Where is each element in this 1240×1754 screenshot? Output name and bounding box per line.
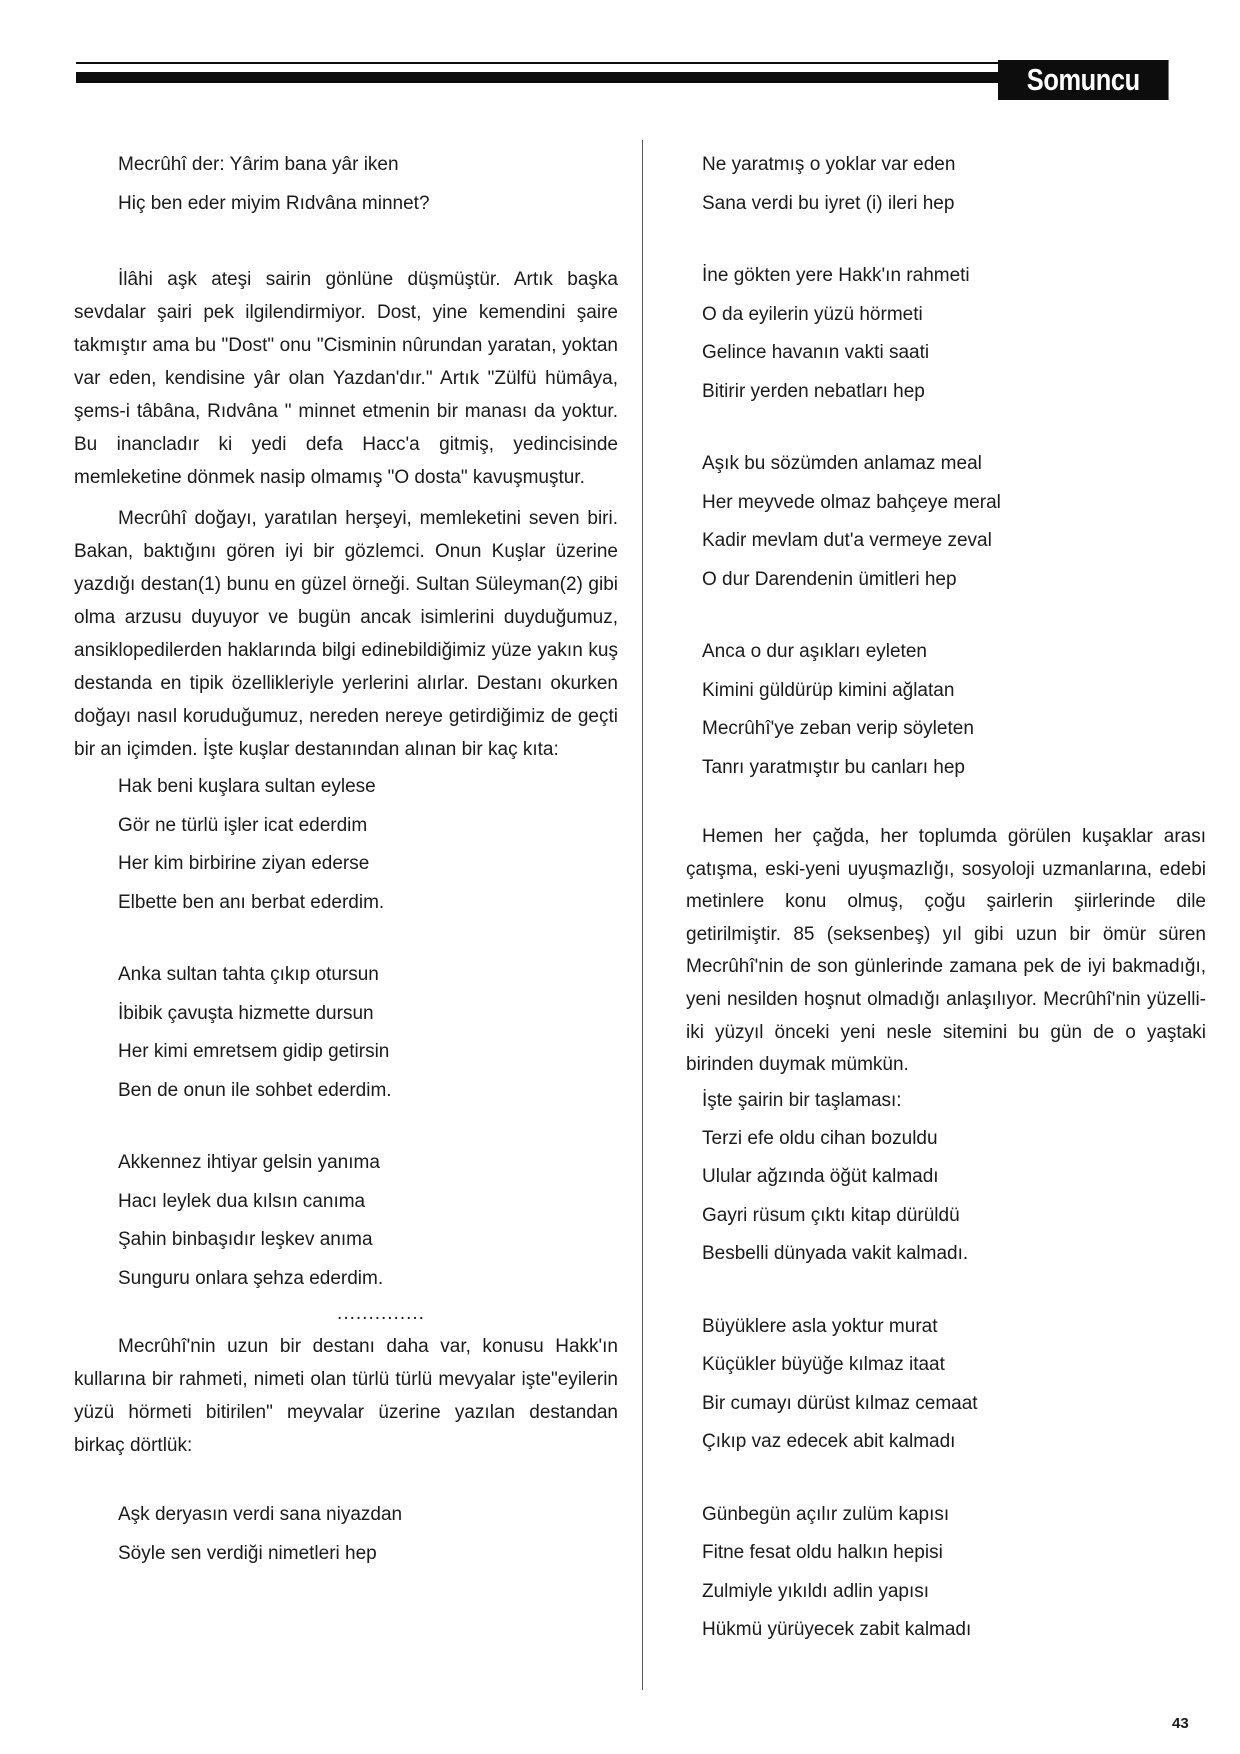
verse-block <box>686 1308 1206 1462</box>
verse-line: Her kimi emretsem gidip getirsin <box>118 1041 390 1062</box>
verse-line: Fitne fesat oldu halkın hepisi <box>702 1542 943 1564</box>
intro-line: İşte şairin bir taşlaması: <box>702 1089 902 1111</box>
verse-line: Sunguru onlara şehza ederdim. <box>118 1267 384 1289</box>
verse-block <box>74 956 618 1110</box>
magazine-logo: Somuncu Baba <box>998 60 1169 100</box>
verse-block <box>74 146 618 223</box>
verse-line: O da eyilerin yüzü hörmeti <box>702 303 923 325</box>
verse-line: Zulmiyle yıkıldı adlin yapısı <box>702 1580 930 1602</box>
verse-block <box>686 633 1206 787</box>
paragraph: Mecrûhî doğayı, yaratılan herşeyi, memleketini seven biri. Bakan, baktığını gören iyi bir gözlemci. Onun Kuşlar üzerine yazdığı destan(1) bunu en güzel örneği. Sultan Süleyman(2) gibi olma arzusu duyuyor ve bugün ancak isimlerini duyduğumuz, ansiklopedilerden haklarında bilgi edinebildiğimiz yüze yakın kuş destanda en tipik özellikleriyle yerlerini alırlar. Destanı okurken doğayı nasıl koruduğumuz, nereden nereye getirdiğimiz de geçti bir an içimden. İşte kuşlar destanından alınan bir kaç kıta: <box>74 508 618 760</box>
verse-line: Her meyvede olmaz bahçeye meral <box>702 491 1001 513</box>
verse-line: Kadir mevlam dut'a vermeye zeval <box>702 530 992 551</box>
verse-line: Hak beni kuşlara sultan eylese <box>118 776 376 797</box>
column-divider <box>642 140 643 1690</box>
verse-line: Her kim birbirine ziyan ederse <box>118 853 370 874</box>
verse-line: Ben de onun ile sohbet ederdim. <box>118 1079 392 1101</box>
verse-line: O dur Darendenin ümitleri hep <box>702 568 957 590</box>
verse-block <box>74 1144 618 1298</box>
verse-line: İne gökten yere Hakk'ın rahmeti <box>702 265 970 286</box>
right-column <box>686 146 1206 1650</box>
verse-line: Günbegün açılır zulüm kapısı <box>702 1503 950 1525</box>
verse-line: Hiç ben eder miyim Rıdvâna minnet? <box>118 192 430 214</box>
header-thin-rule <box>76 62 1008 64</box>
verse-line: Anca o dur aşıkları eyleten <box>702 641 927 662</box>
verse-line: Besbelli dünyada vakit kalmadı. <box>702 1243 969 1265</box>
separator-dots: .............. <box>337 1303 425 1324</box>
left-column <box>74 146 618 1573</box>
verse-line: Mecrûhî'ye zeban verip söyleten <box>702 718 974 739</box>
verse-block <box>686 445 1206 599</box>
verse-line: Gör ne türlü işler icat ederdim <box>118 814 368 836</box>
verse-block <box>686 257 1206 411</box>
verse-line: Tanrı yaratmıştır bu canları hep <box>702 756 965 778</box>
verse-line: Çıkıp vaz edecek abit kalmadı <box>702 1431 956 1453</box>
verse-line: Akkennez ihtiyar gelsin yanıma <box>118 1152 380 1173</box>
paragraph: Hemen her çağda, her toplumda görülen kuşaklar arası çatışma, eski-yeni uyuşmazlığı, sosyoloji uzmanlarına, edebi metinlere konu olmuş, çoğu şairlerin şiirlerinde dile getirilmiştir. 85 (seksenbeş) yıl gibi uzun bir ömür süren Mecrûhî'nin de son günlerinde zamana pek de iyi bakmadığı, yeni nesilden hoşnut olmadığı anlaşılıyor. Mecrûhî'nin yüzelli-iki yüzyıl önceki yeni nesle sitemini bu gün de o yaştaki birinden duymak mümkün. <box>686 826 1206 1076</box>
verse-line: Mecrûhî der: Yârim bana yâr iken <box>118 154 399 175</box>
verse-line: Gayri rüsum çıktı kitap dürüldü <box>702 1204 960 1226</box>
header-rule <box>76 72 1008 83</box>
verse-line: Ulular ağzında öğüt kalmadı <box>702 1166 939 1188</box>
verse-line: Şahin binbaşıdır leşkev anıma <box>118 1229 373 1250</box>
verse-line: Sana verdi bu iyret (i) ileri hep <box>702 192 955 214</box>
verse-line: Söyle sen verdiği nimetleri hep <box>118 1542 377 1564</box>
verse-block <box>686 1120 1206 1274</box>
verse-line: Elbette ben anı berbat ederdim. <box>118 891 385 913</box>
verse-line: Anka sultan tahta çıkıp otursun <box>118 964 379 985</box>
verse-block <box>686 146 1206 223</box>
page-number: 43 <box>1172 1715 1189 1732</box>
verse-line: Aşk deryasın verdi sana niyazdan <box>118 1504 403 1525</box>
verse-line: Kimini güldürüp kimini ağlatan <box>702 679 955 701</box>
verse-block <box>74 1496 618 1573</box>
verse-line: Bir cumayı dürüst kılmaz cemaat <box>702 1392 978 1414</box>
verse-line: Terzi efe oldu cihan bozuldu <box>702 1127 938 1149</box>
verse-line: İbibik çavuşta hizmette dursun <box>118 1002 374 1024</box>
verse-line: Ne yaratmış o yoklar var eden <box>702 154 956 175</box>
paragraph: Mecrûhî'nin uzun bir destanı daha var, konusu Hakk'ın kullarına bir rahmeti, nimeti olan türlü türlü mevyalar işte"eyilerin yüzü hörmeti bitirilen" meyvalar üzerine yazılan destandan birkaç dörtlük: <box>74 1336 618 1456</box>
verse-line: Hacı leylek dua kılsın canıma <box>118 1190 366 1212</box>
verse-line: Küçükler büyüğe kılmaz itaat <box>702 1354 945 1376</box>
verse-line: Gelince havanın vakti saati <box>702 342 930 363</box>
verse-line: Aşık bu sözümden anlamaz meal <box>702 453 982 474</box>
verse-block <box>686 1496 1206 1650</box>
verse-line: Hükmü yürüyecek zabit kalmadı <box>702 1619 972 1641</box>
paragraph: İlâhi aşk ateşi sairin gönlüne düşmüştür. Artık başka sevdalar şairi pek ilgilendirmiyor. Dost, yine kemendini şaire takmıştır ama bu "Dost" onu "Cisminin nûrundan yaratan, yoktan var eden, kendisine yâr olan Yazdan'dır." Artık "Zülfü hümâya, şems-i tâbâna, Rıdvâna " minnet etmenin bir manası da yoktur. Bu inancladır ki yedi defa Hacc'a gitmiş, yedincisinde memleketine dönmek nasip olmamış "O dosta" kavuşmuştur. <box>74 269 618 488</box>
verse-line: Bitirir yerden nebatları hep <box>702 380 925 402</box>
verse-line: Büyüklere asla yoktur murat <box>702 1315 938 1337</box>
verse-block <box>74 768 618 922</box>
